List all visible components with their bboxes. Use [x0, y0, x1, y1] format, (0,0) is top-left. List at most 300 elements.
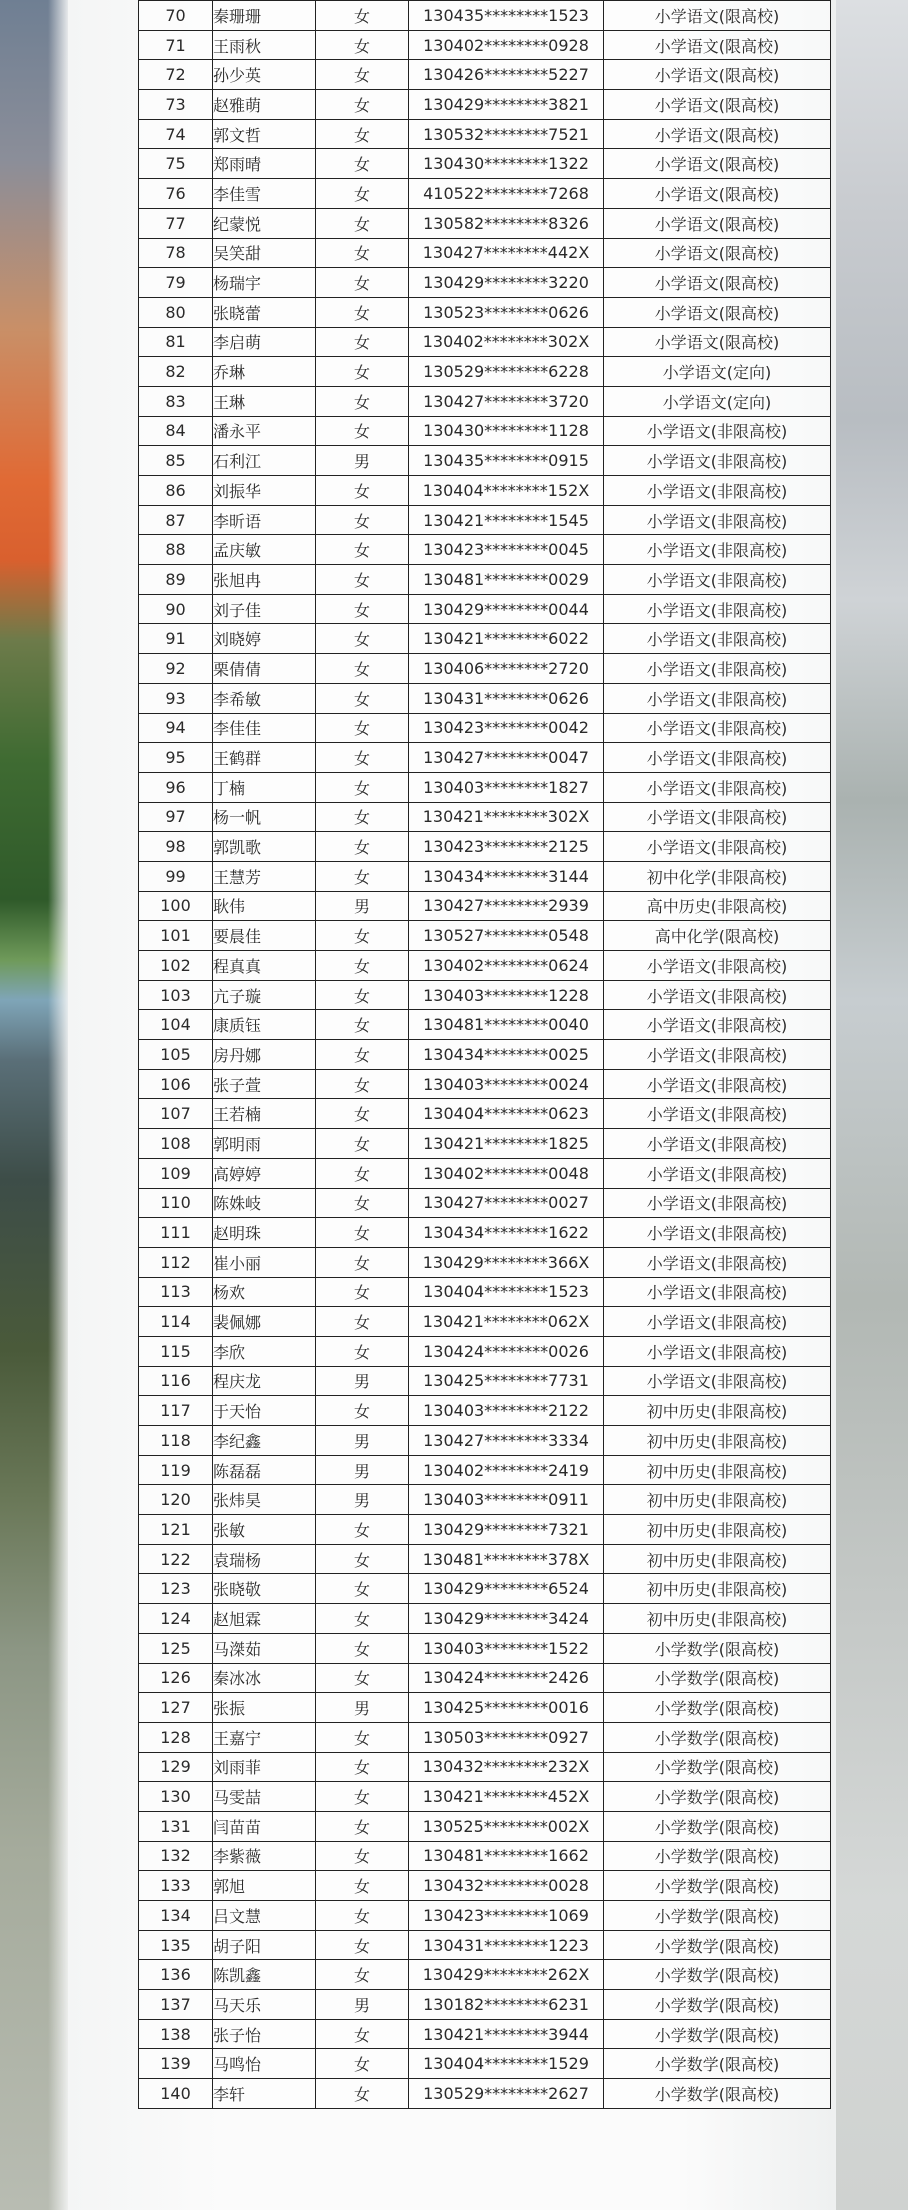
applied-subject: 小学语文(非限高校): [604, 713, 831, 743]
candidate-gender: 女: [316, 1930, 409, 1960]
candidate-id-number: 130432********232X: [409, 1752, 604, 1782]
applied-subject: 高中化学(限高校): [604, 921, 831, 951]
candidate-name: 陈磊磊: [213, 1455, 316, 1485]
table-row: [139, 1871, 831, 1901]
candidate-gender: 女: [316, 1841, 409, 1871]
candidate-name: 张旭冉: [213, 565, 316, 595]
applied-subject: 小学语文(非限高校): [604, 832, 831, 862]
candidate-name: 杨一帆: [213, 802, 316, 832]
applied-subject: 小学语文(限高校): [604, 297, 831, 327]
candidate-name: 丁楠: [213, 772, 316, 802]
table-row: [139, 1515, 831, 1545]
table-row: [139, 1930, 831, 1960]
candidate-id-number: 130481********0040: [409, 1010, 604, 1040]
candidate-id-number: 130182********6231: [409, 1990, 604, 2020]
applied-subject: 小学数学(限高校): [604, 1871, 831, 1901]
row-number: 74: [139, 119, 213, 149]
candidate-gender: 男: [316, 1426, 409, 1456]
candidate-name: 孟庆敏: [213, 535, 316, 565]
candidate-name: 郭文哲: [213, 119, 316, 149]
candidate-name: 郭旭: [213, 1871, 316, 1901]
row-number: 71: [139, 30, 213, 60]
table-row: [139, 1336, 831, 1366]
row-number: 94: [139, 713, 213, 743]
applied-subject: 小学语文(非限高校): [604, 654, 831, 684]
applied-subject: 小学数学(限高校): [604, 1901, 831, 1931]
candidate-name: 于天怡: [213, 1396, 316, 1426]
applied-subject: 小学语文(非限高校): [604, 1010, 831, 1040]
table-row: [139, 594, 831, 624]
candidate-gender: 女: [316, 1099, 409, 1129]
candidate-name: 赵旭霖: [213, 1604, 316, 1634]
candidate-id-number: 130431********0626: [409, 683, 604, 713]
candidate-id-number: 130429********3220: [409, 268, 604, 298]
row-number: 138: [139, 2019, 213, 2049]
candidate-gender: 女: [316, 2049, 409, 2079]
applied-subject: 初中化学(非限高校): [604, 861, 831, 891]
row-number: 99: [139, 861, 213, 891]
candidate-name: 张振: [213, 1693, 316, 1723]
applied-subject: 小学语文(非限高校): [604, 476, 831, 506]
row-number: 121: [139, 1515, 213, 1545]
row-number: 104: [139, 1010, 213, 1040]
row-number: 77: [139, 208, 213, 238]
candidate-name: 马滐茹: [213, 1633, 316, 1663]
candidate-gender: 女: [316, 297, 409, 327]
candidate-id-number: 130421********3944: [409, 2019, 604, 2049]
row-number: 95: [139, 743, 213, 773]
candidate-gender: 女: [316, 743, 409, 773]
candidate-name: 秦珊珊: [213, 1, 316, 31]
applied-subject: 小学语文(非限高校): [604, 1069, 831, 1099]
candidate-id-number: 130434********3144: [409, 861, 604, 891]
candidate-id-number: 130421********1545: [409, 505, 604, 535]
table-row: [139, 2049, 831, 2079]
candidate-name: 郑雨晴: [213, 149, 316, 179]
table-row: [139, 446, 831, 476]
candidate-name: 陈姝岐: [213, 1188, 316, 1218]
candidate-name: 要晨佳: [213, 921, 316, 951]
table-row: [139, 1010, 831, 1040]
candidate-id-number: 130430********1128: [409, 416, 604, 446]
candidate-name: 崔小丽: [213, 1247, 316, 1277]
table-row: [139, 119, 831, 149]
candidate-name: 孙少英: [213, 60, 316, 90]
applied-subject: 小学语文(非限高校): [604, 1307, 831, 1337]
candidate-name: 高婷婷: [213, 1158, 316, 1188]
table-row: [139, 1544, 831, 1574]
applied-subject: 小学语文(非限高校): [604, 1366, 831, 1396]
row-number: 84: [139, 416, 213, 446]
table-row: [139, 565, 831, 595]
candidate-name: 袁瑞杨: [213, 1544, 316, 1574]
table-row: [139, 268, 831, 298]
candidate-name: 石利江: [213, 446, 316, 476]
candidate-gender: 女: [316, 1782, 409, 1812]
candidate-gender: 女: [316, 1, 409, 31]
candidate-name: 王雨秋: [213, 30, 316, 60]
row-number: 122: [139, 1544, 213, 1574]
applied-subject: 初中历史(非限高校): [604, 1604, 831, 1634]
row-number: 131: [139, 1811, 213, 1841]
row-number: 117: [139, 1396, 213, 1426]
candidate-name: 马天乐: [213, 1990, 316, 2020]
applied-subject: 小学数学(限高校): [604, 2079, 831, 2109]
row-number: 103: [139, 980, 213, 1010]
candidate-gender: 女: [316, 357, 409, 387]
candidate-name: 亢子璇: [213, 980, 316, 1010]
candidate-gender: 女: [316, 1811, 409, 1841]
table-row: [139, 802, 831, 832]
table-row: [139, 1129, 831, 1159]
row-number: 115: [139, 1336, 213, 1366]
row-number: 112: [139, 1247, 213, 1277]
row-number: 72: [139, 60, 213, 90]
candidate-name: 李轩: [213, 2079, 316, 2109]
row-number: 125: [139, 1633, 213, 1663]
candidate-id-number: 130435********0915: [409, 446, 604, 476]
candidate-name: 康质钰: [213, 1010, 316, 1040]
applied-subject: 小学语文(限高校): [604, 1, 831, 31]
applied-subject: 小学语文(非限高校): [604, 1336, 831, 1366]
candidate-gender: 女: [316, 594, 409, 624]
candidate-gender: 女: [316, 1633, 409, 1663]
candidate-gender: 女: [316, 1574, 409, 1604]
table-row: [139, 179, 831, 209]
candidate-gender: 女: [316, 238, 409, 268]
candidate-gender: 女: [316, 1752, 409, 1782]
table-row: [139, 1693, 831, 1723]
candidate-name: 张晓敬: [213, 1574, 316, 1604]
candidate-name: 王若楠: [213, 1099, 316, 1129]
candidate-id-number: 130426********5227: [409, 60, 604, 90]
candidate-id-number: 130403********0911: [409, 1485, 604, 1515]
row-number: 78: [139, 238, 213, 268]
table-row: [139, 1722, 831, 1752]
applied-subject: 小学数学(限高校): [604, 1663, 831, 1693]
candidate-id-number: 130423********1069: [409, 1901, 604, 1931]
candidate-id-number: 130403********1522: [409, 1633, 604, 1663]
candidate-name: 李欣: [213, 1336, 316, 1366]
candidate-id-number: 130431********1223: [409, 1930, 604, 1960]
applied-subject: 小学数学(限高校): [604, 1752, 831, 1782]
applied-subject: 小学数学(限高校): [604, 1990, 831, 2020]
candidate-gender: 男: [316, 1990, 409, 2020]
candidate-name: 房丹娜: [213, 1040, 316, 1070]
candidate-id-number: 130529********6228: [409, 357, 604, 387]
candidate-name: 李昕语: [213, 505, 316, 535]
applied-subject: 小学语文(限高校): [604, 119, 831, 149]
row-number: 106: [139, 1069, 213, 1099]
candidate-name: 张子怡: [213, 2019, 316, 2049]
applied-subject: 小学语文(限高校): [604, 149, 831, 179]
candidate-gender: 女: [316, 1277, 409, 1307]
applied-subject: 小学语文(非限高校): [604, 802, 831, 832]
candidate-gender: 女: [316, 713, 409, 743]
applied-subject: 小学语文(非限高校): [604, 1158, 831, 1188]
candidate-gender: 女: [316, 1901, 409, 1931]
applied-subject: 小学语文(非限高校): [604, 1040, 831, 1070]
candidate-gender: 女: [316, 951, 409, 981]
table-row: [139, 535, 831, 565]
row-number: 134: [139, 1901, 213, 1931]
table-row: [139, 505, 831, 535]
candidate-gender: 女: [316, 149, 409, 179]
applied-subject: 小学语文(定向): [604, 386, 831, 416]
candidate-name: 吕文慧: [213, 1901, 316, 1931]
row-number: 100: [139, 891, 213, 921]
row-number: 129: [139, 1752, 213, 1782]
row-number: 89: [139, 565, 213, 595]
candidate-id-number: 130404********1529: [409, 2049, 604, 2079]
table-row: [139, 861, 831, 891]
candidate-name: 李希敏: [213, 683, 316, 713]
candidate-name: 李佳雪: [213, 179, 316, 209]
candidate-id-number: 130532********7521: [409, 119, 604, 149]
row-number: 93: [139, 683, 213, 713]
roster-table: [138, 0, 831, 2109]
row-number: 132: [139, 1841, 213, 1871]
background-landscape-right: [836, 0, 908, 2210]
applied-subject: 小学语文(限高校): [604, 208, 831, 238]
candidate-name: 王慧芳: [213, 861, 316, 891]
applied-subject: 初中历史(非限高校): [604, 1396, 831, 1426]
candidate-id-number: 130403********2122: [409, 1396, 604, 1426]
applied-subject: 小学语文(非限高校): [604, 1277, 831, 1307]
row-number: 81: [139, 327, 213, 357]
candidate-name: 裴佩娜: [213, 1307, 316, 1337]
table-row: [139, 921, 831, 951]
applied-subject: 小学数学(限高校): [604, 1722, 831, 1752]
candidate-id-number: 130406********2720: [409, 654, 604, 684]
applied-subject: 小学数学(限高校): [604, 1960, 831, 1990]
table-row: [139, 1841, 831, 1871]
table-row: [139, 713, 831, 743]
row-number: 76: [139, 179, 213, 209]
table-row: [139, 90, 831, 120]
table-row: [139, 1990, 831, 2020]
candidate-id-number: 130523********0626: [409, 297, 604, 327]
candidate-gender: 女: [316, 535, 409, 565]
applied-subject: 初中历史(非限高校): [604, 1515, 831, 1545]
applied-subject: 小学语文(限高校): [604, 30, 831, 60]
candidate-gender: 女: [316, 179, 409, 209]
applied-subject: 小学语文(非限高校): [604, 594, 831, 624]
candidate-gender: 女: [316, 624, 409, 654]
candidate-id-number: 130403********0024: [409, 1069, 604, 1099]
candidate-gender: 女: [316, 683, 409, 713]
row-number: 97: [139, 802, 213, 832]
candidate-gender: 女: [316, 505, 409, 535]
candidate-id-number: 130481********378X: [409, 1544, 604, 1574]
table-row: [139, 683, 831, 713]
table-row: [139, 980, 831, 1010]
applied-subject: 初中历史(非限高校): [604, 1455, 831, 1485]
candidate-gender: 女: [316, 416, 409, 446]
row-number: 126: [139, 1663, 213, 1693]
candidate-id-number: 130481********0029: [409, 565, 604, 595]
applied-subject: 小学语文(非限高校): [604, 743, 831, 773]
row-number: 90: [139, 594, 213, 624]
table-row: [139, 1099, 831, 1129]
candidate-name: 赵雅萌: [213, 90, 316, 120]
table-row: [139, 238, 831, 268]
applied-subject: 小学语文(非限高校): [604, 683, 831, 713]
candidate-name: 赵明珠: [213, 1218, 316, 1248]
candidate-gender: 女: [316, 772, 409, 802]
row-number: 85: [139, 446, 213, 476]
table-row: [139, 772, 831, 802]
applied-subject: 小学数学(限高校): [604, 1782, 831, 1812]
applied-subject: 小学语文(非限高校): [604, 980, 831, 1010]
row-number: 87: [139, 505, 213, 535]
row-number: 135: [139, 1930, 213, 1960]
candidate-name: 程真真: [213, 951, 316, 981]
applied-subject: 小学语文(非限高校): [604, 624, 831, 654]
applied-subject: 小学语文(非限高校): [604, 535, 831, 565]
candidate-id-number: 130402********2419: [409, 1455, 604, 1485]
row-number: 107: [139, 1099, 213, 1129]
table-row: [139, 1455, 831, 1485]
table-row: [139, 327, 831, 357]
candidate-name: 李启萌: [213, 327, 316, 357]
applied-subject: 小学语文(非限高校): [604, 772, 831, 802]
candidate-id-number: 130423********2125: [409, 832, 604, 862]
candidate-gender: 男: [316, 1693, 409, 1723]
candidate-id-number: 130429********3424: [409, 1604, 604, 1634]
row-number: 91: [139, 624, 213, 654]
table-row: [139, 1782, 831, 1812]
candidate-gender: 女: [316, 268, 409, 298]
candidate-name: 吴笑甜: [213, 238, 316, 268]
candidate-id-number: 130402********0048: [409, 1158, 604, 1188]
candidate-name: 张晓蕾: [213, 297, 316, 327]
candidate-gender: 女: [316, 1247, 409, 1277]
row-number: 123: [139, 1574, 213, 1604]
candidate-gender: 女: [316, 1336, 409, 1366]
candidate-id-number: 130427********3720: [409, 386, 604, 416]
applied-subject: 小学数学(限高校): [604, 2019, 831, 2049]
candidate-name: 王鹤群: [213, 743, 316, 773]
applied-subject: 高中历史(非限高校): [604, 891, 831, 921]
table-row: [139, 1811, 831, 1841]
table-row: [139, 1307, 831, 1337]
applied-subject: 初中历史(非限高校): [604, 1485, 831, 1515]
row-number: 79: [139, 268, 213, 298]
candidate-gender: 女: [316, 921, 409, 951]
row-number: 119: [139, 1455, 213, 1485]
table-row: [139, 1188, 831, 1218]
candidate-id-number: 130429********0044: [409, 594, 604, 624]
table-row: [139, 30, 831, 60]
candidate-id-number: 130421********062X: [409, 1307, 604, 1337]
row-number: 111: [139, 1218, 213, 1248]
candidate-id-number: 130421********6022: [409, 624, 604, 654]
table-row: [139, 357, 831, 387]
row-number: 130: [139, 1782, 213, 1812]
candidate-name: 胡子阳: [213, 1930, 316, 1960]
row-number: 133: [139, 1871, 213, 1901]
candidate-gender: 女: [316, 1396, 409, 1426]
candidate-id-number: 130529********2627: [409, 2079, 604, 2109]
row-number: 127: [139, 1693, 213, 1723]
row-number: 105: [139, 1040, 213, 1070]
candidate-id-number: 130429********3821: [409, 90, 604, 120]
row-number: 108: [139, 1129, 213, 1159]
candidate-id-number: 130425********7731: [409, 1366, 604, 1396]
table-row: [139, 951, 831, 981]
candidate-gender: 女: [316, 1722, 409, 1752]
applied-subject: 小学语文(定向): [604, 357, 831, 387]
candidate-name: 耿伟: [213, 891, 316, 921]
candidate-id-number: 130423********0042: [409, 713, 604, 743]
candidate-name: 李紫薇: [213, 1841, 316, 1871]
candidate-gender: 女: [316, 1158, 409, 1188]
candidate-name: 杨瑞宇: [213, 268, 316, 298]
table-row: [139, 1040, 831, 1070]
candidate-gender: 女: [316, 327, 409, 357]
candidate-name: 刘振华: [213, 476, 316, 506]
applied-subject: 小学语文(非限高校): [604, 1218, 831, 1248]
candidate-id-number: 130435********1523: [409, 1, 604, 31]
candidate-id-number: 130404********0623: [409, 1099, 604, 1129]
table-row: [139, 208, 831, 238]
applied-subject: 小学语文(限高校): [604, 327, 831, 357]
candidate-name: 潘永平: [213, 416, 316, 446]
candidate-gender: 女: [316, 476, 409, 506]
candidate-id-number: 130427********0027: [409, 1188, 604, 1218]
row-number: 98: [139, 832, 213, 862]
candidate-id-number: 130427********2939: [409, 891, 604, 921]
table-row: [139, 1604, 831, 1634]
candidate-name: 刘晓婷: [213, 624, 316, 654]
candidate-name: 栗倩倩: [213, 654, 316, 684]
candidate-name: 马鸣怡: [213, 2049, 316, 2079]
candidate-gender: 女: [316, 119, 409, 149]
applied-subject: 小学语文(非限高校): [604, 565, 831, 595]
candidate-gender: 女: [316, 1040, 409, 1070]
candidate-name: 王嘉宁: [213, 1722, 316, 1752]
applied-subject: 小学语文(限高校): [604, 60, 831, 90]
applied-subject: 小学数学(限高校): [604, 1930, 831, 1960]
table-row: [139, 1396, 831, 1426]
applied-subject: 初中历史(非限高校): [604, 1544, 831, 1574]
candidate-name: 李佳佳: [213, 713, 316, 743]
candidate-gender: 女: [316, 1129, 409, 1159]
row-number: 128: [139, 1722, 213, 1752]
candidate-id-number: 130404********152X: [409, 476, 604, 506]
candidate-gender: 女: [316, 802, 409, 832]
row-number: 140: [139, 2079, 213, 2109]
candidate-name: 刘子佳: [213, 594, 316, 624]
applied-subject: 小学语文(非限高校): [604, 1188, 831, 1218]
row-number: 113: [139, 1277, 213, 1307]
row-number: 75: [139, 149, 213, 179]
applied-subject: 初中历史(非限高校): [604, 1574, 831, 1604]
row-number: 118: [139, 1426, 213, 1456]
candidate-name: 杨欢: [213, 1277, 316, 1307]
candidate-id-number: 130525********002X: [409, 1811, 604, 1841]
table-row: [139, 2079, 831, 2109]
candidate-id-number: 410522********7268: [409, 179, 604, 209]
applied-subject: 小学语文(限高校): [604, 179, 831, 209]
candidate-id-number: 130421********452X: [409, 1782, 604, 1812]
table-row: [139, 832, 831, 862]
roster-table-body: [139, 1, 831, 2109]
table-row: [139, 743, 831, 773]
candidate-id-number: 130427********3334: [409, 1426, 604, 1456]
table-row: [139, 149, 831, 179]
